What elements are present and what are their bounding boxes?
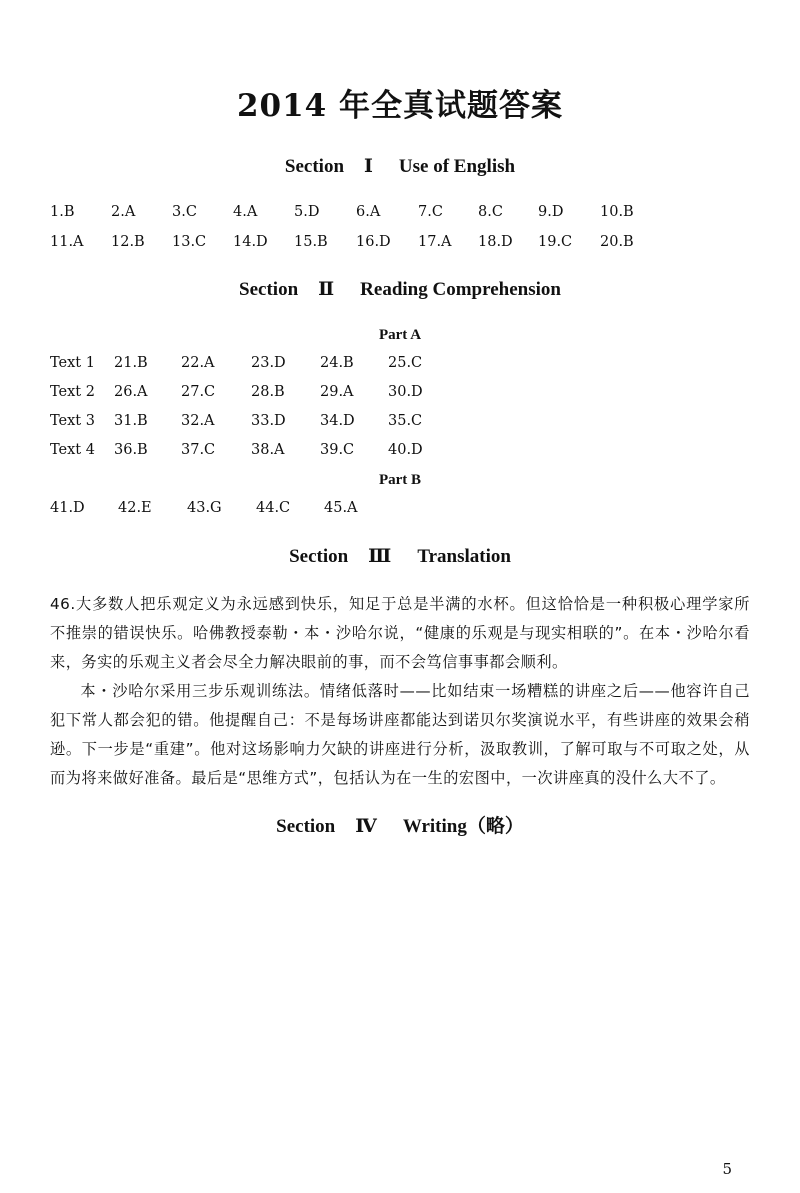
answer: 10.B — [600, 204, 634, 220]
translation-paragraph-1: 46.大多数人把乐观定义为永远感到快乐，知足于总是半满的水杯。但这恰恰是一种积极心理学家所不推崇的错误快乐。哈佛教授泰勒・本・沙哈尔说，“健康的乐观是与现实相联的”。在本・沙哈尔看来，务实的乐观主义者会尽全力解决眼前的事，而不会笃信事事都会顺利。 — [50, 595, 750, 671]
translation-paragraph-2: 本・沙哈尔采用三步乐观训练法。情绪低落时——比如结束一场糟糕的讲座之后——他容许自己犯下常人都会犯的错。他提醒自己：不是每场讲座都能达到诺贝尔奖演说水平，有些讲座的效果会稍逊。下一步是“重建”。他对这场影响力欠缺的讲座进行分析，汲取教训，了解可取与不可取之处，从而为将来做好准备。最后是“思维方式”，包括认为在一生的宏图中，一次讲座真的没什么大不了。 — [50, 682, 750, 787]
answer: 13.C — [172, 234, 207, 250]
answer: 44.C — [256, 500, 291, 516]
answer: 22.A — [181, 355, 215, 371]
section-2-label: Section — [239, 279, 299, 300]
answer: 42.E — [118, 500, 152, 516]
answer: 5.D — [294, 204, 320, 220]
answer: 27.C — [181, 384, 216, 400]
answer: 30.D — [388, 384, 423, 400]
answer: 34.D — [320, 413, 355, 429]
answer: 41.D — [50, 500, 85, 516]
answer: 12.B — [111, 234, 145, 250]
section-1-roman: Ⅰ — [364, 156, 373, 177]
answer: 11.A — [50, 234, 84, 250]
answer: 39.C — [320, 442, 355, 458]
section-4-heading — [0, 811, 800, 838]
section-2-roman: Ⅱ — [318, 279, 335, 300]
section-3-name: Translation — [417, 546, 511, 567]
answer: 43.G — [187, 500, 222, 516]
page-title: 2014 年全真试题答案 — [236, 88, 564, 124]
section-4-name: Writing（略） — [402, 816, 524, 837]
answer: 3.C — [172, 204, 197, 220]
text-label: Text 4 — [50, 442, 95, 458]
answer: 2.A — [111, 204, 136, 220]
answer: 1.B — [50, 204, 75, 220]
answer: 18.D — [478, 234, 513, 250]
part-a-heading: Part A — [378, 327, 422, 343]
answer: 6.A — [356, 204, 381, 220]
translation-text — [50, 590, 750, 793]
section-3-heading — [0, 545, 800, 568]
section-4-roman: Ⅳ — [355, 816, 377, 837]
page-number: 5 — [722, 1160, 732, 1178]
answer: 25.C — [388, 355, 423, 371]
answer: 33.D — [251, 413, 286, 429]
section-3-label: Section — [289, 546, 349, 567]
text-label: Text 2 — [50, 384, 95, 400]
text-label: Text 3 — [50, 413, 95, 429]
section-1-label: Section — [284, 156, 345, 177]
section-4-label: Section — [276, 816, 336, 837]
answer: 36.B — [114, 442, 148, 458]
section-2-name: Reading Comprehension — [360, 279, 561, 300]
part-b-heading: Part B — [378, 472, 422, 488]
answer: 37.C — [181, 442, 216, 458]
answer: 23.D — [251, 355, 286, 371]
answer: 26.A — [114, 384, 148, 400]
answer: 21.B — [114, 355, 148, 371]
text-label: Text 1 — [50, 355, 95, 371]
answer: 9.D — [538, 204, 564, 220]
answer: 28.B — [251, 384, 285, 400]
answer: 45.A — [324, 500, 358, 516]
answer: 14.D — [233, 234, 268, 250]
answer: 40.D — [388, 442, 423, 458]
answer: 15.B — [294, 234, 328, 250]
answer: 16.D — [356, 234, 391, 250]
section-2-heading — [0, 278, 800, 301]
answer: 32.A — [181, 413, 215, 429]
answer: 19.C — [538, 234, 573, 250]
section-1-name: Use of English — [398, 156, 516, 177]
answer: 24.B — [320, 355, 354, 371]
section-3-roman: Ⅲ — [368, 546, 392, 567]
answer: 20.B — [600, 234, 634, 250]
answer: 35.C — [388, 413, 423, 429]
answer: 4.A — [233, 204, 258, 220]
answer: 17.A — [418, 234, 452, 250]
answer: 31.B — [114, 413, 148, 429]
answer: 8.C — [478, 204, 503, 220]
answer: 7.C — [418, 204, 443, 220]
answer: 38.A — [251, 442, 285, 458]
answer: 29.A — [320, 384, 354, 400]
section-1-heading — [0, 155, 800, 178]
